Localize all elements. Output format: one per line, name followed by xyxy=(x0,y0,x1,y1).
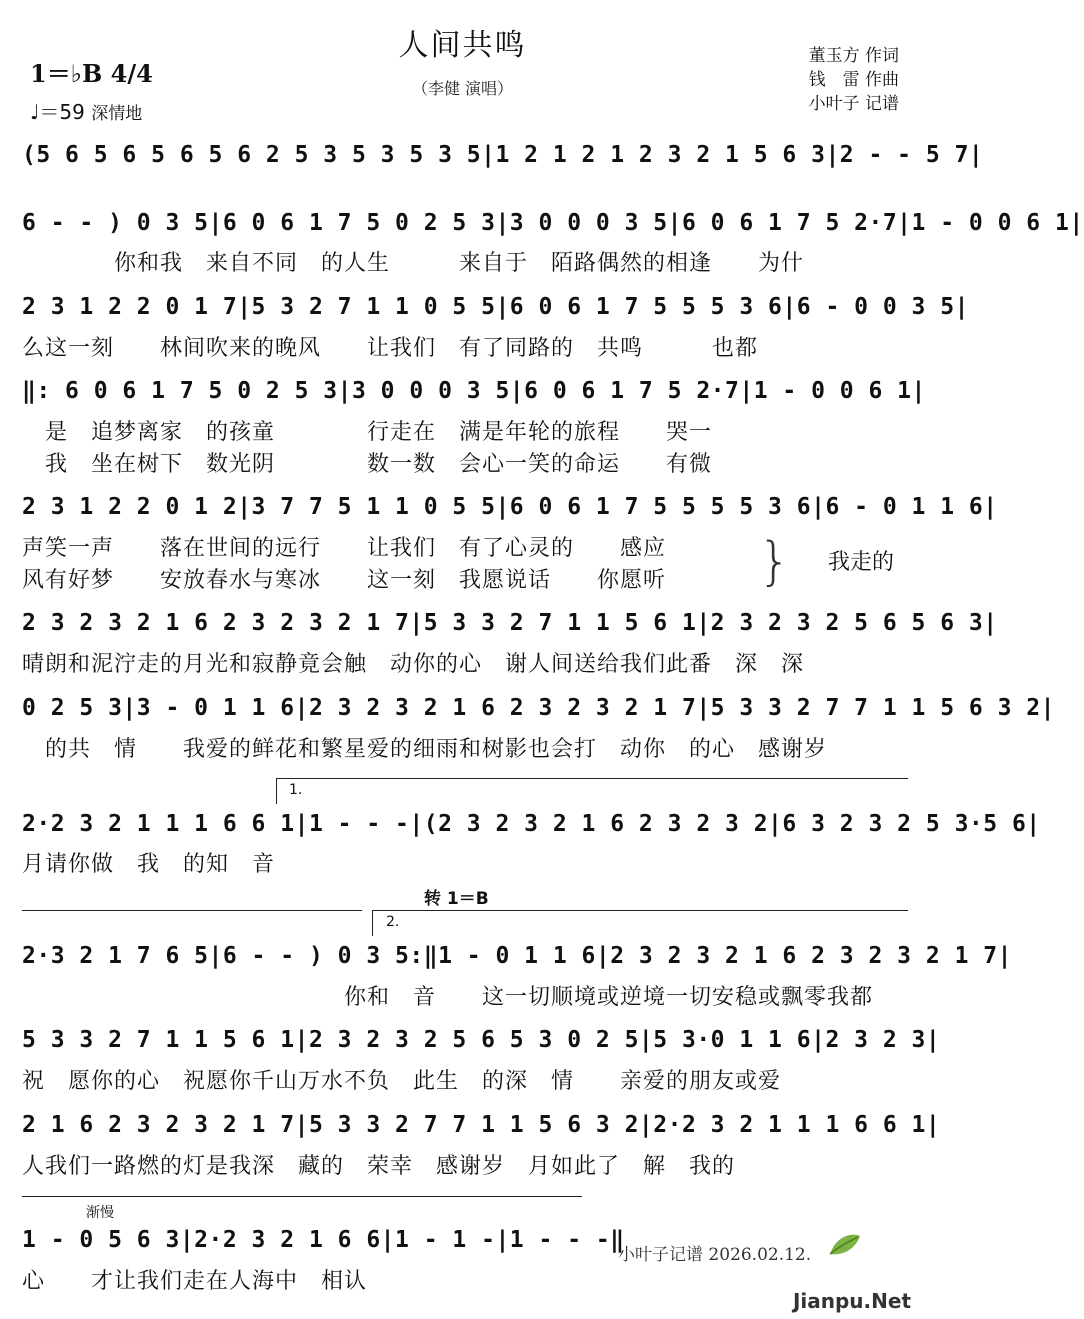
notation-row-11: 2 1 6 2 3 2 3 2 1 7|5 3 3 2 7 7 1 1 5 6 3 2|2·2 3 2 1 1 1 6 6 1| xyxy=(22,1112,941,1138)
lyric-row-7: 的共 情 我爱的鲜花和繁星爱的细雨和树影也会打 动你 的心 感谢岁 xyxy=(22,737,828,762)
side-lyric: 我走的 xyxy=(828,550,895,575)
volta-1-label: 1. xyxy=(289,782,303,798)
lyric-row-5a: 声笑一声 落在世间的远行 让我们 有了心灵的 感应 xyxy=(22,536,667,561)
lyric-row-9: 你和 音 这一切顺境或逆境一切安稳或飘零我都 xyxy=(22,985,874,1010)
notation-row-7: 0 2 5 3|3 - 0 1 1 6|2 3 2 3 2 1 6 2 3 2 3 2 1 7|5 3 3 2 7 7 1 1 5 6 3 2| xyxy=(22,695,1055,721)
notation-row-10: 5 3 3 2 7 1 1 5 6 1|2 3 2 3 2 5 6 5 3 0 2 5|5 3·0 1 1 6|2 3 2 3| xyxy=(22,1027,941,1053)
volta-2-label: 2. xyxy=(386,914,400,930)
expression-marking: 深情地 xyxy=(91,104,143,124)
credits xyxy=(759,44,899,116)
lyric-row-5b: 风有好梦 安放春水与寒冰 这一刻 我愿说话 你愿听 xyxy=(22,568,667,593)
site-watermark: Jianpu.Net xyxy=(792,1289,911,1313)
lyric-row-8: 月请你做 我 的知 音 xyxy=(22,852,276,877)
leaf-icon xyxy=(828,1232,862,1262)
transcriber-footer: 小叶子记谱 2026.02.12. xyxy=(618,1245,812,1265)
tempo-value: ♩＝59 xyxy=(30,100,85,124)
lyric-row-10: 祝 愿你的心 祝愿你千山万水不负 此生 的深 情 亲爱的朋友或爱 xyxy=(22,1069,782,1094)
lyricist-credit: 董玉方 作词 xyxy=(808,46,899,66)
tempo-marking xyxy=(30,96,142,125)
lyric-row-12: 心 才让我们走在人海中 相认 xyxy=(22,1269,368,1294)
lyric-row-2: 你和我 来自不同 的人生 来自于 陌路偶然的相逢 为什 xyxy=(22,251,805,276)
lyric-row-4b: 我 坐在树下 数光阴 数一数 会心一笑的命运 有微 xyxy=(22,452,713,477)
notation-row-8: 2·2 3 2 1 1 1 6 6 1|1 - - -|(2 3 2 3 2 1 6 2 3 2 3 2|6 3 2 3 2 5 3·5 6| xyxy=(22,811,1041,837)
key-signature: 1＝♭B 4/4 xyxy=(30,59,153,88)
lyric-row-11: 人我们一路燃的灯是我深 藏的 荣幸 感谢岁 月如此了 解 我的 xyxy=(22,1154,736,1179)
notation-row-4: ‖: 6 0 6 1 7 5 0 2 5 3|3 0 0 0 3 5|6 0 6 1 7 5 2·7|1 - 0 0 6 1| xyxy=(22,378,926,404)
notation-row-2: 6 - - ) 0 3 5|6 0 6 1 7 5 0 2 5 3|3 0 0 0 3 5|6 0 6 1 7 5 2·7|1 - 0 0 6 1| xyxy=(22,210,1084,236)
lyric-row-3: 么这一刻 林间吹来的晚风 让我们 有了同路的 共鸣 也都 xyxy=(22,336,759,361)
notation-row-12: 1 - 0 5 6 3|2·2 3 2 1 6 6|1 - 1 -|1 - - -‖ xyxy=(22,1227,625,1253)
verse-bracket: } xyxy=(758,532,792,592)
ritardando-mark: 渐慢 xyxy=(86,1205,114,1221)
transcriber-credit: 小叶子 记谱 xyxy=(808,94,899,114)
notation-row-3: 2 3 1 2 2 0 1 7|5 3 2 7 1 1 0 5 5|6 0 6 1 7 5 5 5 3 6|6 - 0 0 3 5| xyxy=(22,294,969,320)
lyric-row-4a: 是 追梦离家 的孩童 行走在 满是年轮的旅程 哭一 xyxy=(22,420,713,445)
lyric-row-6: 晴朗和泥泞走的月光和寂静竟会触 动你的心 谢人间送给我们此番 深 深 xyxy=(22,652,805,677)
notation-row-9: 2·3 2 1 7 6 5|6 - - ) 0 3 5:‖1 - 0 1 1 6|2 3 2 3 2 1 6 2 3 2 3 2 1 7| xyxy=(22,943,1012,969)
notation-row-6: 2 3 2 3 2 1 6 2 3 2 3 2 1 7|5 3 3 2 7 1 1 5 6 1|2 3 2 3 2 5 6 5 6 3| xyxy=(22,610,998,636)
composer-credit: 钱 雷 作曲 xyxy=(808,70,899,90)
song-title: 人间共鸣 xyxy=(398,28,527,63)
singer-credit: （李健 演唱） xyxy=(411,79,514,98)
modulation-mark: 转 1＝B xyxy=(424,889,489,909)
notation-row-5: 2 3 1 2 2 0 1 2|3 7 7 5 1 1 0 5 5|6 0 6 1 7 5 5 5 5 3 6|6 - 0 1 1 6| xyxy=(22,494,998,520)
notation-row-1: (5 6 5 6 5 6 5 6 2 5 3 5 3 5 3 5|1 2 1 2 1 2 3 2 1 5 6 3|2 - - 5 7| xyxy=(22,142,984,168)
